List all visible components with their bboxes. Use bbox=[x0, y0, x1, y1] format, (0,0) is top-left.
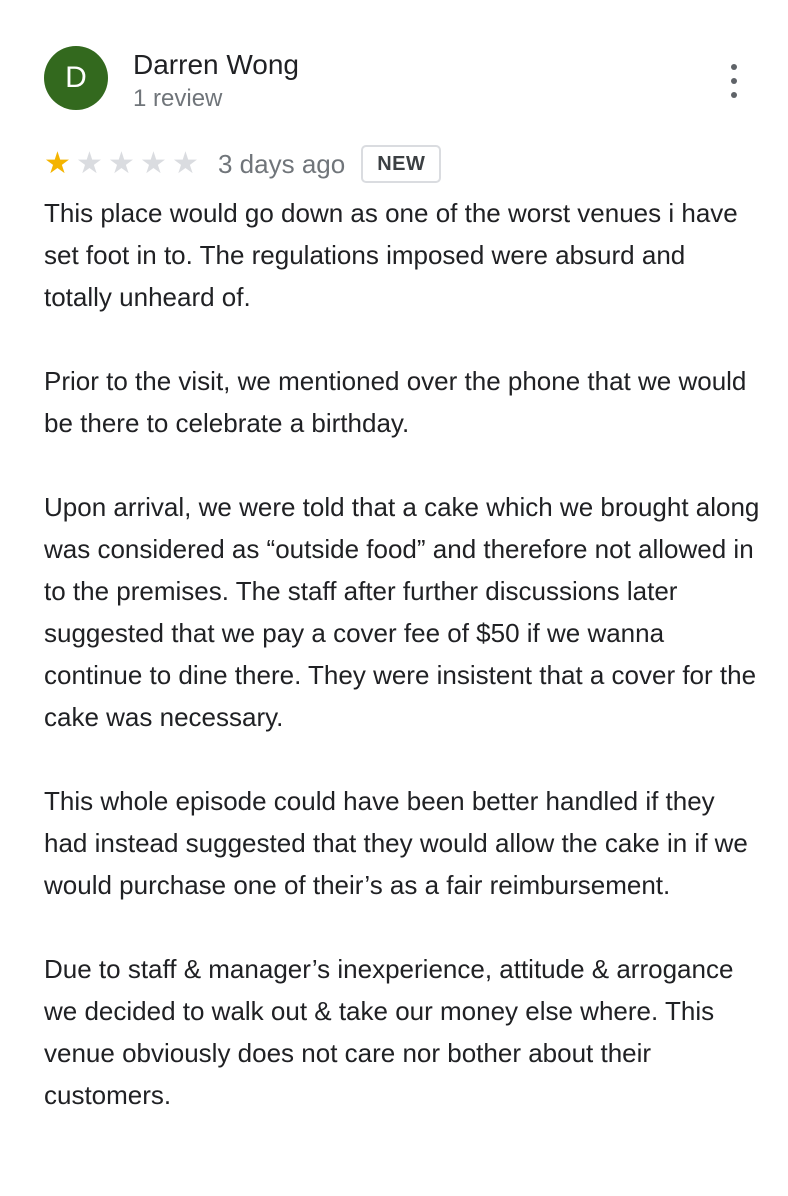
review-paragraph: This whole episode could have been better handled if they had instead suggested that they would allow the cake in if we would purchase one of their’s as a fair reimbursement. bbox=[44, 786, 748, 900]
star-icon: ★ bbox=[172, 146, 199, 181]
star-icon: ★ bbox=[76, 146, 103, 181]
reviewer-name[interactable]: Darren Wong bbox=[133, 49, 300, 80]
menu-dot bbox=[731, 78, 737, 84]
star-icon: ★ bbox=[140, 146, 167, 181]
more-vertical-icon[interactable] bbox=[722, 64, 746, 98]
review-paragraph: Upon arrival, we were told that a cake which we brought along was considered as “outside food” and therefore not allowed in to the premises. The staff after further discussions later suggested that we pay a cover fee of $50 if we wanna continue to dine there. They were insistent that a cover for the cake was necessary. bbox=[44, 492, 760, 732]
review-date: 3 days ago bbox=[218, 149, 346, 179]
new-badge: NEW bbox=[361, 145, 441, 183]
review-header bbox=[44, 46, 764, 116]
star-icon: ★ bbox=[44, 146, 71, 181]
review-paragraph: Prior to the visit, we mentioned over the phone that we would be there to celebrate a birthday. bbox=[44, 366, 747, 438]
star-rating bbox=[44, 146, 204, 181]
review-paragraph: This place would go down as one of the worst venues i have set foot in to. The regulations imposed were absurd and totally unheard of. bbox=[44, 198, 738, 312]
review-paragraph: Due to staff & manager’s inexperience, attitude & arrogance we decided to walk out & take our money else where. This venue obviously does not care nor bother about their customers. bbox=[44, 954, 734, 1110]
menu-dot bbox=[731, 64, 737, 70]
avatar[interactable]: D bbox=[44, 46, 108, 110]
menu-dot bbox=[731, 92, 737, 98]
star-icon: ★ bbox=[108, 146, 135, 181]
reviewer-review-count[interactable]: 1 review bbox=[133, 85, 223, 112]
rating-row bbox=[44, 144, 441, 184]
review-text bbox=[44, 192, 760, 1116]
